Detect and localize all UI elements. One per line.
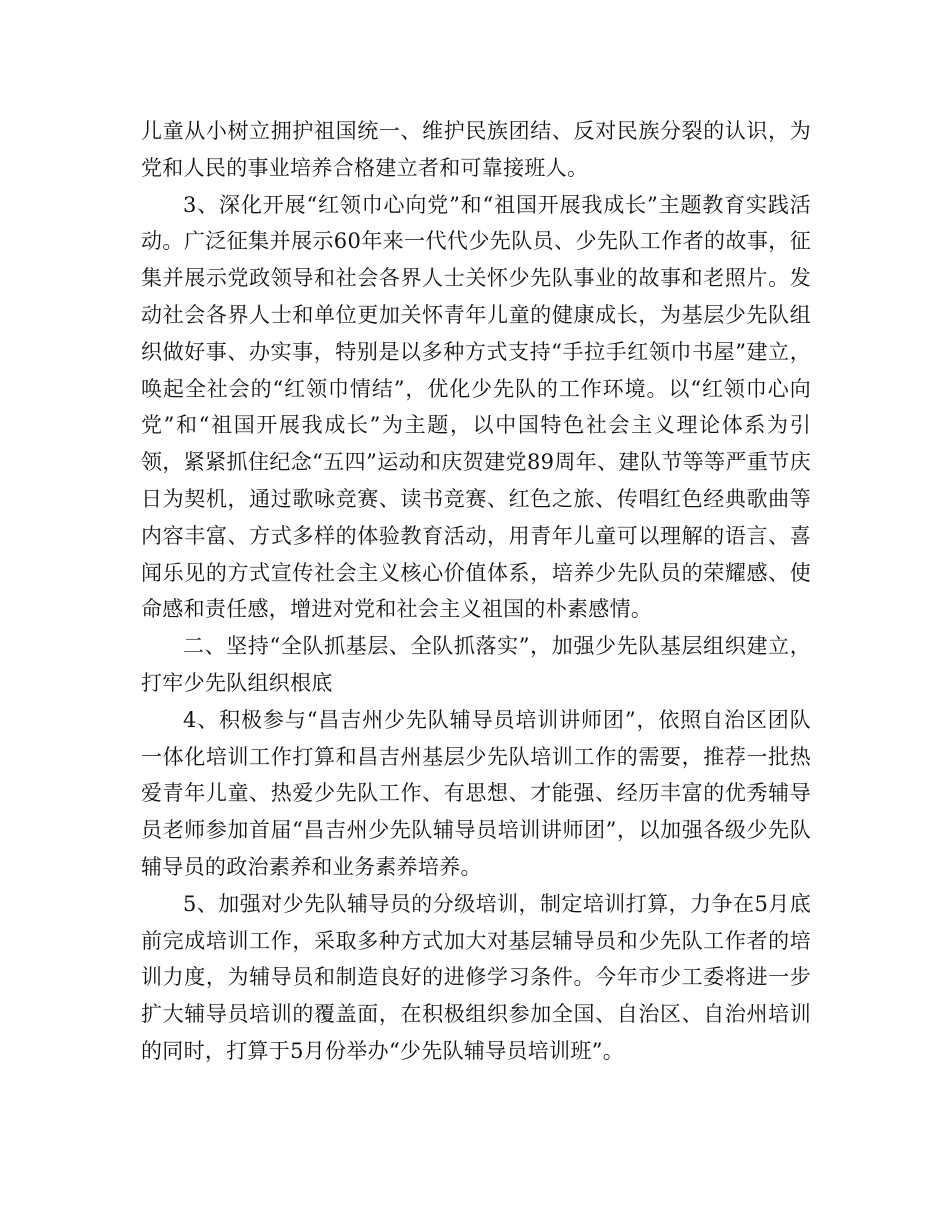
paragraph-5: 5、加强对少先队辅导员的分级培训，制定培训打算，力争在5月底前完成培训工作，采取多种方式加大对基层辅导员和少先队工作者的培训力度，为辅导员和制造良好的进修学习条件。今年市少工委将进一步扩大辅导员培训的覆盖面，在积极组织参加全国、自治区、自治州培训的同时，打算于5月份举办“少先队辅导员培训班”。: [141, 891, 811, 1063]
paragraph-1: 儿童从小树立拥护祖国统一、维护民族团结、反对民族分裂的认识，为党和人民的事业培养合格建立者和可靠接班人。: [141, 119, 811, 180]
document-body: [141, 113, 811, 1070]
paragraph-4: 4、积极参与“昌吉州少先队辅导员培训讲师团”，依照自治区团队一体化培训工作打算和昌吉州基层少先队培训工作的需要，推荐一批热爱青年儿童、热爱少先队工作、有思想、才能强、经历丰富的优秀辅导员老师参加首届“昌吉州少先队辅导员培训讲师团”，以加强各级少先队辅导员的政治素养和业务素养培养。: [141, 707, 811, 879]
paragraph-2: 3、深化开展“红领巾心向党”和“祖国开展我成长”主题教育实践活动。广泛征集并展示60年来一代代少先队员、少先队工作者的故事，征集并展示党政领导和社会各界人士关怀少先队事业的故事和老照片。发动社会各界人士和单位更加关怀青年儿童的健康成长，为基层少先队组织做好事、办实事，特别是以多种方式支持“手拉手红领巾书屋”建立，唤起全社会的“红领巾情结”，优化少先队的工作环境。以“红领巾心向党”和“祖国开展我成长”为主题，以中国特色社会主义理论体系为引领，紧紧抓住纪念“五四”运动和庆贺建党89周年、建队节等等严重节庆日为契机，通过歌咏竞赛、读书竞赛、红色之旅、传唱红色经典歌曲等内容丰富、方式多样的体验教育活动，用青年儿童可以理解的语言、喜闻乐见的方式宣传社会主义核心价值体系，培养少先队员的荣耀感、使命感和责任感，增进对党和社会主义祖国的朴素感情。: [141, 192, 811, 622]
section-heading: 二、坚持“全队抓基层、全队抓落实”，加强少先队基层组织建立，打牢少先队组织根底: [141, 634, 811, 695]
